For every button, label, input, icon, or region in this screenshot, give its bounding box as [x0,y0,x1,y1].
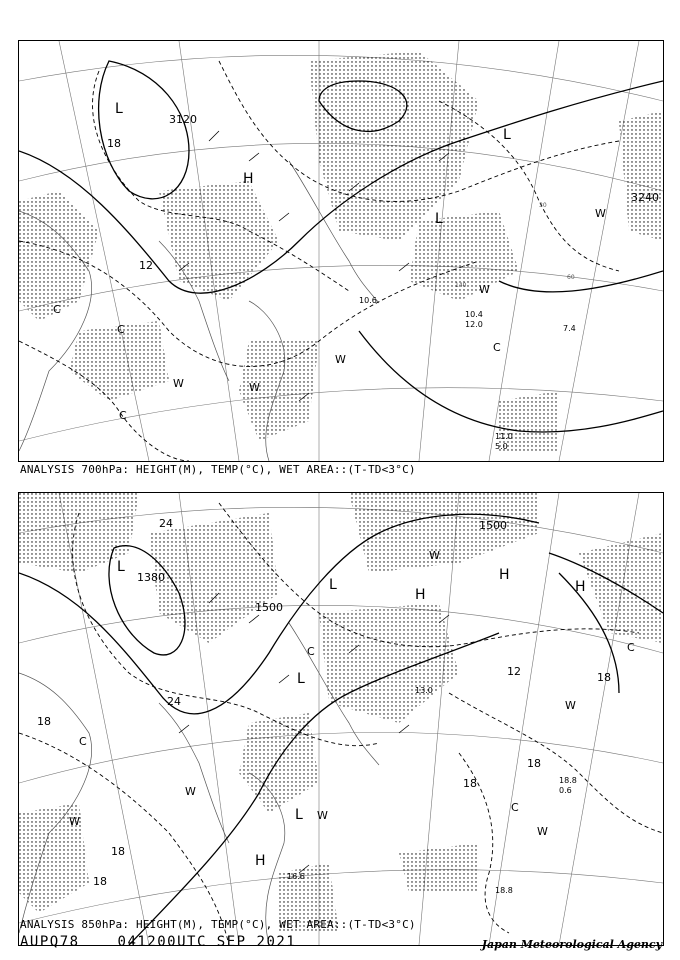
wind-barb [399,263,409,271]
height-label: 3240 [631,191,659,204]
height-label: 1500 [479,519,507,532]
longitude-line [489,493,559,945]
high-center-label: H [499,567,510,583]
latitude-line [19,870,663,923]
region-label: C [511,801,519,814]
caption-700hpa: ANALYSIS 700hPa: HEIGHT(M), TEMP(°C), WET AREA::(T-TD<3°C) [20,463,416,476]
region-label: W [479,283,490,296]
temp-label: 24 [167,695,181,708]
low-center-label: L [329,577,337,593]
wet-area [319,603,459,723]
temp-label: 12 [139,259,153,272]
map-labels [37,517,635,895]
region-label: W [537,825,548,838]
agency-name: Japan Meteorological Agency [481,938,662,951]
station-value: 12.0 [465,320,483,329]
height-label: 1380 [137,571,165,584]
wind-barb [209,131,219,141]
grid-label: 60 [567,274,575,281]
wet-area [579,533,663,643]
chart-id: AUPQ78 [20,934,80,950]
low-center-label: L [117,559,125,575]
map-panel-700hpa [18,40,664,462]
map-panel-850hpa [18,492,664,946]
map-700hpa-svg [19,41,663,461]
map-850hpa-svg [19,493,663,945]
wet-area [19,191,99,321]
region-label: C [627,641,635,654]
region-label: W [69,815,80,828]
temp-label: 24 [159,517,173,530]
valid-time: 041200UTC SEP 2021 [117,934,297,950]
high-center-label: H [243,171,254,187]
temp-label: 12 [507,665,521,678]
wet-area [399,843,479,893]
wet-area [309,51,479,241]
wet-area [619,111,663,241]
temp-label: 18 [107,137,121,150]
low-center-label: L [435,211,443,227]
coastline [159,703,229,843]
height-contour [499,271,663,292]
grid-label: 140 [455,282,467,289]
height-contours [19,514,663,945]
footer [20,934,662,960]
region-label: C [493,341,501,354]
low-center-label: L [297,671,305,687]
low-center-label: L [115,101,123,117]
temp-label: 18 [527,757,541,770]
chart-identifier [20,934,296,950]
isotherms [19,503,663,945]
region-label: W [429,549,440,562]
wind-barb [249,153,259,161]
wind-barb [279,675,289,683]
wind-barb [399,725,409,733]
wet-area [159,181,279,301]
region-label: C [119,409,127,422]
station-value: 0.6 [559,786,572,795]
high-center-label: H [415,587,426,603]
low-center-label: L [295,807,303,823]
height-label: 1500 [255,601,283,614]
wet-area [149,513,279,643]
station-value: 13.0 [415,686,433,695]
temp-label: 18 [463,777,477,790]
station-value: 16.6 [287,872,305,881]
caption-850hpa: ANALYSIS 850hPa: HEIGHT(M), TEMP(°C), WET AREA::(T-TD<3°C) [20,918,416,931]
region-label: W [335,353,346,366]
station-value: 11.0 [495,432,513,441]
region-label: W [565,699,576,712]
region-label: C [79,735,87,748]
wind-barb [279,213,289,221]
region-label: W [595,207,606,220]
wet-area [499,391,559,451]
temp-label: 18 [597,671,611,684]
region-label: W [173,377,184,390]
station-value: 18.8 [495,886,513,895]
temp-label: 18 [111,845,125,858]
wet-area [349,493,539,573]
station-value: 7.4 [563,324,576,333]
longitude-line [559,41,639,461]
station-value: 10.6 [359,296,377,305]
station-value: 10.4 [465,310,483,319]
grid-label: 30 [539,202,547,209]
region-label: C [307,645,315,658]
low-center-label: L [503,127,511,143]
region-label: W [185,785,196,798]
height-label: 3120 [169,113,197,126]
isotherm [449,693,663,833]
temp-label: 18 [93,875,107,888]
temp-label: 18 [37,715,51,728]
station-value: 5.0 [495,442,508,451]
height-contour [99,61,189,199]
station-value: 18.8 [559,776,577,785]
region-label: C [117,323,125,336]
region-label: W [249,381,260,394]
high-center-label: H [575,579,586,595]
region-label: W [317,809,328,822]
wind-barb [249,615,259,623]
high-center-label: H [255,853,266,869]
region-label: C [53,303,61,316]
wet-area [239,713,319,813]
